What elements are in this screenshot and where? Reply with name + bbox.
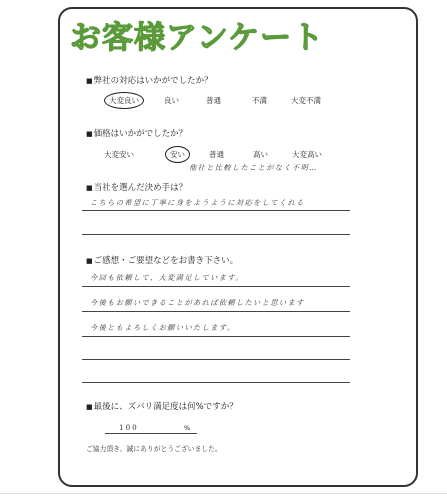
q2-option-3: 普通: [209, 150, 224, 159]
q3-answer-line-1: [82, 210, 350, 211]
question-2-marker: ■: [86, 130, 93, 138]
q4-answer-line-4: [82, 359, 350, 360]
page-bottom-divider: [0, 493, 447, 494]
q1-option-3: 普通: [206, 96, 221, 105]
question-1-text: 弊社の対応はいかがでしたか？: [93, 76, 213, 86]
question-4-text: ご感想・ご要望などをお書き下さい。: [93, 256, 239, 266]
thank-you-message: ご協力頂き、誠にありがとうございました。: [86, 445, 222, 453]
q4-answer-line-5: [82, 382, 350, 383]
q1-option-1: [104, 95, 144, 106]
question-2-text: 価格はいかがでしたか？: [93, 129, 188, 139]
q5-handwritten-answer: 100: [119, 423, 139, 432]
q4-answer-line-2: [82, 311, 350, 312]
question-4-marker: ■: [86, 257, 93, 265]
q2-option-5: 大変高い: [292, 150, 322, 159]
question-1: [86, 74, 213, 86]
question-3: [86, 181, 187, 193]
q2-option-1: 大変安い: [104, 150, 134, 159]
question-5: [86, 400, 238, 412]
q5-percent-unit: %: [184, 424, 191, 432]
q2-selected-circle: 安い: [165, 146, 190, 163]
question-5-text: 最後に、ズバリ満足度は何%ですか？: [93, 402, 238, 412]
question-5-marker: ■: [86, 403, 93, 411]
question-4: [86, 254, 238, 266]
question-1-marker: ■: [86, 77, 93, 85]
q5-answer-line: [105, 433, 197, 434]
question-3-text: 当社を選んだ決め手は？: [93, 183, 188, 193]
q4-handwritten-line-1: 今回も依頼して、大変満足しています。: [90, 273, 244, 282]
q3-handwritten-answer: こちらの希望に丁寧に身をようように対応をしてくれる: [90, 198, 305, 207]
survey-title: お客様アンケート: [70, 20, 325, 56]
q1-selected-circle: 大変良い: [104, 92, 144, 109]
q4-answer-line-1: [82, 286, 350, 287]
q2-handwritten-note: 他社と比較したことがなく不明…: [189, 163, 318, 172]
q4-answer-line-3: [82, 336, 350, 337]
q2-option-4: 高い: [253, 150, 268, 159]
question-3-marker: ■: [86, 184, 93, 192]
q4-handwritten-line-3: 今後ともよろしくお願いいたします。: [90, 323, 236, 332]
question-2: [86, 127, 187, 139]
q1-option-4: 不満: [252, 96, 267, 105]
q3-answer-line-2: [82, 234, 350, 235]
q4-handwritten-line-2: 今後もお願いできることがあれば依頼したいと思います: [90, 298, 305, 307]
q1-option-2: 良い: [164, 96, 179, 105]
q1-option-5: 大変不満: [291, 96, 321, 105]
q2-option-2: [165, 149, 190, 160]
